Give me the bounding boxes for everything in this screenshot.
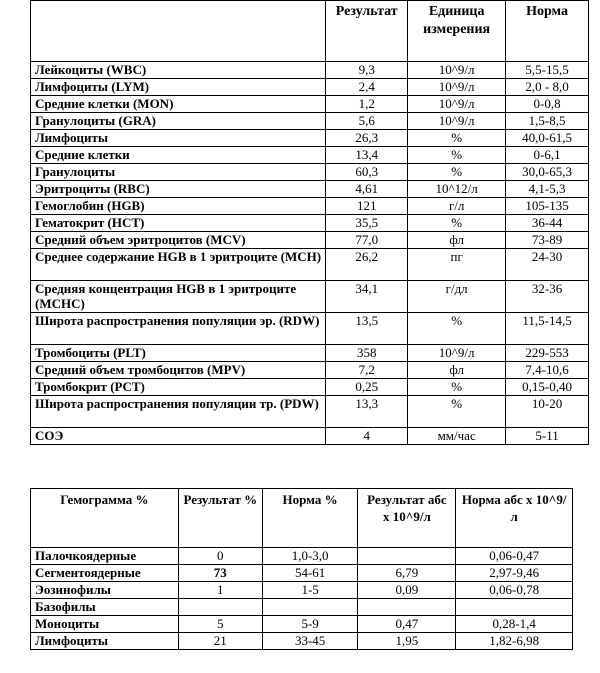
parameter-name: Средние клетки (MON) bbox=[31, 96, 326, 113]
result-percent: 0 bbox=[178, 548, 262, 565]
parameter-name: Гематокрит (HCT) bbox=[31, 215, 326, 232]
table-row bbox=[31, 232, 589, 249]
parameter-name: Тромбоциты (PLT) bbox=[31, 345, 326, 362]
norm-value: 40,0-61,5 bbox=[506, 130, 589, 147]
unit-value: % bbox=[408, 313, 506, 345]
norm-value: 229-553 bbox=[506, 345, 589, 362]
parameter-name: Широта распространения популяции тр. (PDW) bbox=[31, 396, 326, 428]
norm-abs: 0,06-0,47 bbox=[456, 548, 573, 565]
result-value: 5,6 bbox=[326, 113, 408, 130]
norm-value: 0-6,1 bbox=[506, 147, 589, 164]
header-unit: Единица измерения bbox=[408, 1, 506, 62]
result-value: 7,2 bbox=[326, 362, 408, 379]
table-row bbox=[31, 582, 573, 599]
norm-abs: 2,97-9,46 bbox=[456, 565, 573, 582]
table-row bbox=[31, 548, 573, 565]
parameter-name: Эритроциты (RBC) bbox=[31, 181, 326, 198]
unit-value: % bbox=[408, 130, 506, 147]
result-value: 0,25 bbox=[326, 379, 408, 396]
table-row bbox=[31, 428, 589, 445]
parameter-name: Лейкоциты (WBC) bbox=[31, 62, 326, 79]
unit-value: 10^12/л bbox=[408, 181, 506, 198]
header-result: Результат bbox=[326, 1, 408, 62]
norm-value: 32-36 bbox=[506, 281, 589, 313]
parameter-name: Гемоглобин (HGB) bbox=[31, 198, 326, 215]
table-row bbox=[31, 379, 589, 396]
result-value: 13,4 bbox=[326, 147, 408, 164]
result-value: 121 bbox=[326, 198, 408, 215]
norm-percent: 33-45 bbox=[262, 633, 358, 650]
unit-value: фл bbox=[408, 362, 506, 379]
header-result-percent: Результат % bbox=[178, 489, 262, 548]
table-row bbox=[31, 616, 573, 633]
parameter-name: СОЭ bbox=[31, 428, 326, 445]
table-row bbox=[31, 113, 589, 130]
cell-type-name: Палочкоядерные bbox=[31, 548, 179, 565]
unit-value: 10^9/л bbox=[408, 345, 506, 362]
norm-value: 73-89 bbox=[506, 232, 589, 249]
result-percent: 5 bbox=[178, 616, 262, 633]
result-percent bbox=[178, 599, 262, 616]
norm-value: 24-30 bbox=[506, 249, 589, 281]
unit-value: % bbox=[408, 147, 506, 164]
norm-abs: 0,06-0,78 bbox=[456, 582, 573, 599]
table-header-row bbox=[31, 489, 573, 548]
result-percent: 73 bbox=[178, 565, 262, 582]
cell-type-name: Лимфоциты bbox=[31, 633, 179, 650]
result-value: 13,5 bbox=[326, 313, 408, 345]
parameter-name: Лимфоциты (LYM) bbox=[31, 79, 326, 96]
cell-type-name: Сегментоядерные bbox=[31, 565, 179, 582]
table-row bbox=[31, 362, 589, 379]
unit-value: пг bbox=[408, 249, 506, 281]
norm-value: 30,0-65,3 bbox=[506, 164, 589, 181]
norm-value: 1,5-8,5 bbox=[506, 113, 589, 130]
result-abs: 0,09 bbox=[358, 582, 456, 599]
unit-value: % bbox=[408, 164, 506, 181]
result-abs bbox=[358, 548, 456, 565]
result-percent: 21 bbox=[178, 633, 262, 650]
table-row bbox=[31, 215, 589, 232]
table-row bbox=[31, 633, 573, 650]
header-hemogram: Гемограмма % bbox=[31, 489, 179, 548]
table-row bbox=[31, 313, 589, 345]
header-norm: Норма bbox=[506, 1, 589, 62]
table-row bbox=[31, 181, 589, 198]
hemogram-body bbox=[31, 548, 573, 650]
result-value: 60,3 bbox=[326, 164, 408, 181]
unit-value: 10^9/л bbox=[408, 96, 506, 113]
parameter-name: Средняя концентрация HGB в 1 эритроците (MCHC) bbox=[31, 281, 326, 313]
norm-value: 105-135 bbox=[506, 198, 589, 215]
norm-value: 36-44 bbox=[506, 215, 589, 232]
norm-value: 5-11 bbox=[506, 428, 589, 445]
norm-abs bbox=[456, 599, 573, 616]
table-row bbox=[31, 345, 589, 362]
header-parameter bbox=[31, 1, 326, 62]
norm-abs: 1,82-6,98 bbox=[456, 633, 573, 650]
parameter-name: Гранулоциты (GRA) bbox=[31, 113, 326, 130]
blood-test-body bbox=[31, 62, 589, 445]
parameter-name: Средние клетки bbox=[31, 147, 326, 164]
header-result-abs: Результат абс х 10^9/л bbox=[358, 489, 456, 548]
result-abs: 6,79 bbox=[358, 565, 456, 582]
table-row bbox=[31, 281, 589, 313]
table-row bbox=[31, 198, 589, 215]
result-abs: 0,47 bbox=[358, 616, 456, 633]
norm-value: 0,15-0,40 bbox=[506, 379, 589, 396]
cell-type-name: Базофилы bbox=[31, 599, 179, 616]
result-percent: 1 bbox=[178, 582, 262, 599]
unit-value: 10^9/л bbox=[408, 79, 506, 96]
blood-test-table bbox=[30, 0, 589, 445]
table-row bbox=[31, 79, 589, 96]
norm-percent: 54-61 bbox=[262, 565, 358, 582]
result-value: 13,3 bbox=[326, 396, 408, 428]
unit-value: % bbox=[408, 379, 506, 396]
cell-type-name: Моноциты bbox=[31, 616, 179, 633]
unit-value: % bbox=[408, 396, 506, 428]
norm-value: 11,5-14,5 bbox=[506, 313, 589, 345]
unit-value: мм/час bbox=[408, 428, 506, 445]
result-value: 2,4 bbox=[326, 79, 408, 96]
parameter-name: Среднее содержание HGB в 1 эритроците (MCH) bbox=[31, 249, 326, 281]
table-row bbox=[31, 130, 589, 147]
norm-value: 7,4-10,6 bbox=[506, 362, 589, 379]
result-value: 4,61 bbox=[326, 181, 408, 198]
result-abs: 1,95 bbox=[358, 633, 456, 650]
parameter-name: Тромбокрит (PCT) bbox=[31, 379, 326, 396]
unit-value: 10^9/л bbox=[408, 113, 506, 130]
header-norm-abs: Норма абс х 10^9/л bbox=[456, 489, 573, 548]
header-norm-percent: Норма % bbox=[262, 489, 358, 548]
norm-percent: 1-5 bbox=[262, 582, 358, 599]
parameter-name: Средний объем тромбоцитов (MPV) bbox=[31, 362, 326, 379]
result-abs bbox=[358, 599, 456, 616]
norm-percent: 5-9 bbox=[262, 616, 358, 633]
table-row bbox=[31, 164, 589, 181]
parameter-name: Гранулоциты bbox=[31, 164, 326, 181]
result-value: 26,3 bbox=[326, 130, 408, 147]
unit-value: фл bbox=[408, 232, 506, 249]
unit-value: г/дл bbox=[408, 281, 506, 313]
result-value: 4 bbox=[326, 428, 408, 445]
norm-value: 2,0 - 8,0 bbox=[506, 79, 589, 96]
table-row bbox=[31, 565, 573, 582]
parameter-name: Лимфоциты bbox=[31, 130, 326, 147]
result-value: 9,3 bbox=[326, 62, 408, 79]
cell-type-name: Эозинофилы bbox=[31, 582, 179, 599]
norm-abs: 0,28-1,4 bbox=[456, 616, 573, 633]
result-value: 358 bbox=[326, 345, 408, 362]
unit-value: г/л bbox=[408, 198, 506, 215]
unit-value: 10^9/л bbox=[408, 62, 506, 79]
norm-percent: 1,0-3,0 bbox=[262, 548, 358, 565]
hemogram-table bbox=[30, 488, 573, 650]
table-row bbox=[31, 147, 589, 164]
table-row bbox=[31, 96, 589, 113]
result-value: 1,2 bbox=[326, 96, 408, 113]
result-value: 34,1 bbox=[326, 281, 408, 313]
parameter-name: Широта распространения популяции эр. (RDW) bbox=[31, 313, 326, 345]
unit-value: % bbox=[408, 215, 506, 232]
table-header-row bbox=[31, 1, 589, 62]
norm-value: 4,1-5,3 bbox=[506, 181, 589, 198]
table-row bbox=[31, 62, 589, 79]
result-value: 26,2 bbox=[326, 249, 408, 281]
table-row bbox=[31, 396, 589, 428]
norm-percent bbox=[262, 599, 358, 616]
norm-value: 10-20 bbox=[506, 396, 589, 428]
table-row bbox=[31, 599, 573, 616]
result-value: 77,0 bbox=[326, 232, 408, 249]
result-value: 35,5 bbox=[326, 215, 408, 232]
table-row bbox=[31, 249, 589, 281]
norm-value: 0-0,8 bbox=[506, 96, 589, 113]
parameter-name: Средний объем эритроцитов (MCV) bbox=[31, 232, 326, 249]
norm-value: 5,5-15,5 bbox=[506, 62, 589, 79]
